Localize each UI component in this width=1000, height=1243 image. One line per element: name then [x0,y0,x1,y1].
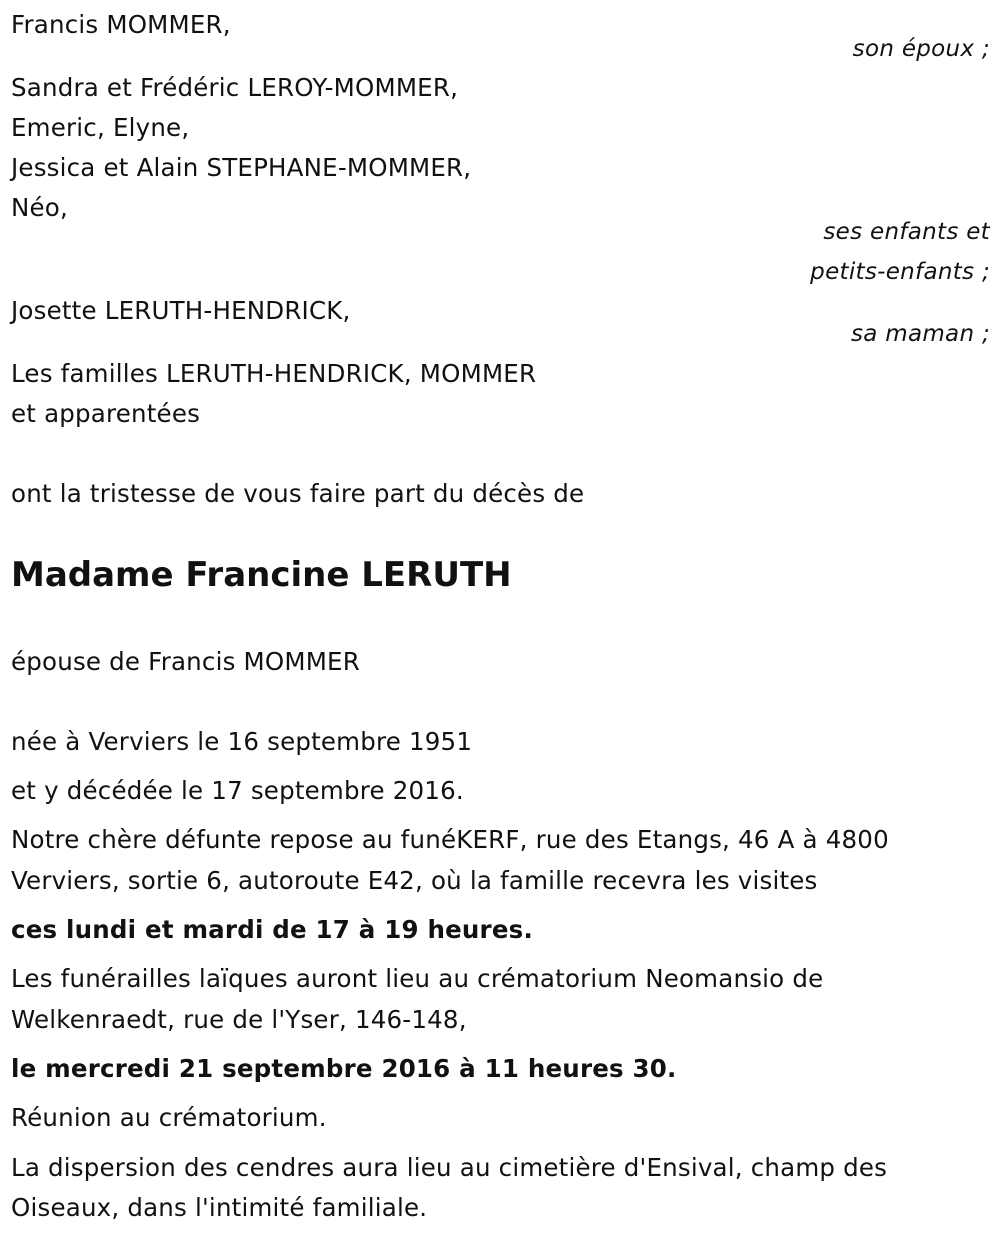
children-role-line1: ses enfants et [823,219,990,245]
child-2: Jessica et Alain STEPHANE-MOMMER, [11,153,472,182]
announcement-intro: ont la tristesse de vous faire part du décès de [11,479,585,508]
families-line2: et apparentées [11,399,201,428]
birth-info: née à Verviers le 16 septembre 1951 [11,727,473,756]
child-1: Sandra et Frédéric LEROY-MOMMER, [11,73,459,102]
funeral-line2: Welkenraedt, rue de l'Yser, 146-148, [11,1005,467,1034]
funeral-line1: Les funérailles laïques auront lieu au crématorium Neomansio de [11,964,824,993]
death-info: et y décédée le 17 septembre 2016. [11,776,464,805]
families-line1: Les familles LERUTH-HENDRICK, MOMMER [11,359,537,388]
visits: ces lundi et mardi de 17 à 19 heures. [11,915,533,944]
meeting: Réunion au crématorium. [11,1103,327,1132]
grandchildren-1: Emeric, Elyne, [11,113,190,142]
dispersion-line1: La dispersion des cendres aura lieu au cimetière d'Ensival, champ des [11,1153,888,1182]
children-role-line2: petits-enfants ; [810,259,990,285]
spouse-of: épouse de Francis MOMMER [11,647,360,676]
spouse-role: son époux ; [852,36,990,62]
funeral-date: le mercredi 21 septembre 2016 à 11 heures 30. [11,1054,677,1083]
spouse-name: Francis MOMMER, [11,10,231,39]
mother-name: Josette LERUTH-HENDRICK, [11,296,351,325]
mother-role: sa maman ; [850,321,990,347]
rest-line1: Notre chère défunte repose au funéKERF, rue des Etangs, 46 A à 4800 [11,825,889,854]
rest-line2: Verviers, sortie 6, autoroute E42, où la famille recevra les visites [11,866,818,895]
dispersion-line2: Oiseaux, dans l'intimité familiale. [11,1193,428,1222]
grandchildren-2: Néo, [11,193,68,222]
deceased-name: Madame Francine LERUTH [11,555,512,595]
